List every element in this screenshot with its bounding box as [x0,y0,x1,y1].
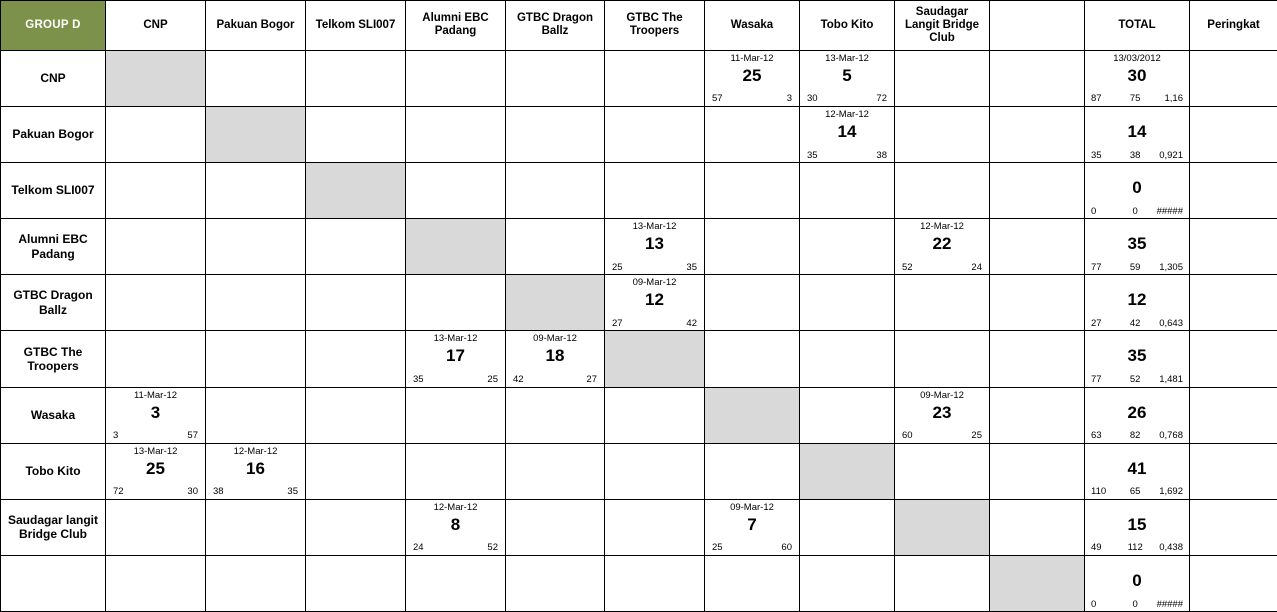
total-date: 13/03/2012 [1113,52,1161,64]
empty-cell[interactable] [895,443,990,499]
total-vp: 15 [1127,514,1147,534]
match-date: 11-Mar-12 [730,52,774,64]
match-imp-right: 24 [971,261,982,273]
empty-cell[interactable] [990,275,1085,331]
total-imp-for: 87 [1091,93,1102,105]
total-ratio: 1,481 [1159,374,1183,386]
row-label-7: Wasaka [1,387,106,443]
match-imp-left: 60 [902,430,913,442]
empty-cell[interactable] [406,387,506,443]
table-row [1,50,1277,106]
empty-cell[interactable] [895,106,990,162]
total-ratio: 1,692 [1159,486,1183,498]
column-header-7: Wasaka [705,1,800,51]
match-vp: 25 [146,458,165,478]
empty-cell[interactable] [506,106,605,162]
match-result-cell[interactable] [106,387,206,443]
total-ratio: 1,16 [1164,93,1183,105]
empty-cell[interactable] [800,555,895,611]
match-imp-left: 3 [113,430,119,442]
total-imp-against: 82 [1129,430,1141,442]
empty-cell[interactable] [506,387,605,443]
table-row [1,499,1277,555]
total-imp-against: 42 [1129,317,1141,329]
total-imp-for: 77 [1091,374,1102,386]
empty-cell[interactable] [990,499,1085,555]
match-imp-left: 25 [612,261,623,273]
match-vp: 22 [932,234,952,254]
total-imp-against: 65 [1129,486,1141,498]
total-cell [1085,443,1190,499]
match-vp: 25 [742,65,762,85]
column-header-8: Tobo Kito [800,1,895,51]
blocked-diagonal-cell [705,387,800,443]
match-vp: 7 [747,514,757,534]
table-row [1,106,1277,162]
total-imp-for: 0 [1091,205,1097,217]
total-imp-against: 75 [1129,93,1141,105]
rank-cell[interactable] [1190,163,1277,219]
total-vp: 35 [1127,234,1147,254]
match-vp: 17 [446,346,465,366]
empty-cell[interactable] [306,106,406,162]
total-date [1085,278,1189,290]
empty-cell[interactable] [605,106,705,162]
total-imp-for: 49 [1091,542,1102,554]
match-imp-right: 52 [487,542,498,554]
match-imp-left: 24 [413,542,424,554]
empty-cell[interactable] [306,499,406,555]
match-date: 09-Mar-12 [920,389,964,401]
empty-cell[interactable] [406,275,506,331]
match-vp: 13 [645,234,664,254]
empty-cell[interactable] [506,499,605,555]
row-label-6: GTBC The Troopers [1,331,106,387]
empty-cell[interactable] [106,555,206,611]
match-result-cell[interactable] [895,387,990,443]
match-date: 12-Mar-12 [433,501,478,513]
total-vp: 0 [1132,178,1142,198]
match-vp: 16 [246,458,265,478]
empty-cell[interactable] [705,219,800,275]
empty-cell[interactable] [990,50,1085,106]
empty-cell[interactable] [605,50,705,106]
match-date: 13-Mar-12 [825,52,869,64]
rank-cell[interactable] [1190,331,1277,387]
row-label-10 [1,555,106,611]
match-result-cell[interactable] [506,331,605,387]
empty-cell[interactable] [705,106,800,162]
match-imp-right: 3 [786,93,792,105]
empty-cell[interactable] [800,275,895,331]
match-imp-right: 42 [686,317,697,329]
empty-cell[interactable] [800,387,895,443]
blocked-diagonal-cell [106,50,206,106]
empty-cell[interactable] [206,387,306,443]
column-header-total: TOTAL [1085,1,1190,51]
empty-cell[interactable] [705,275,800,331]
empty-cell[interactable] [106,499,206,555]
match-vp: 8 [450,514,461,534]
match-vp: 12 [645,290,664,310]
match-imp-left: 42 [513,374,524,386]
match-vp: 3 [150,402,161,422]
match-vp: 23 [932,402,952,422]
match-date: 13-Mar-12 [133,445,178,457]
total-ratio: 0,921 [1159,149,1183,161]
empty-cell[interactable] [895,331,990,387]
match-result-cell[interactable] [406,331,506,387]
empty-cell[interactable] [306,275,406,331]
empty-cell[interactable] [506,219,605,275]
match-date: 09-Mar-12 [730,501,774,513]
total-date [1085,110,1189,122]
rank-cell[interactable] [1190,387,1277,443]
blocked-diagonal-cell [990,555,1085,611]
match-imp-left: 35 [807,149,818,161]
match-imp-right: 60 [781,542,792,554]
column-header-10 [990,1,1085,51]
total-date [1085,559,1189,571]
empty-cell[interactable] [306,555,406,611]
empty-cell[interactable] [990,387,1085,443]
match-imp-left: 35 [413,374,424,386]
total-imp-for: 0 [1091,598,1097,610]
empty-cell[interactable] [990,106,1085,162]
table-header-row [1,1,1277,51]
total-vp: 26 [1127,402,1147,422]
total-cell [1085,106,1190,162]
empty-cell[interactable] [605,387,705,443]
blocked-diagonal-cell [406,219,506,275]
empty-cell[interactable] [800,499,895,555]
empty-cell[interactable] [990,331,1085,387]
total-imp-for: 35 [1091,149,1102,161]
match-imp-left: 25 [712,542,723,554]
group-title-cell: GROUP D [1,1,106,51]
blocked-diagonal-cell [206,106,306,162]
match-imp-right: 27 [586,374,597,386]
total-imp-against: 0 [1132,205,1138,217]
match-imp-right: 25 [971,430,982,442]
match-imp-right: 57 [187,430,198,442]
table-row [1,387,1277,443]
empty-cell[interactable] [895,163,990,219]
match-imp-right: 38 [876,149,887,161]
empty-cell[interactable] [895,275,990,331]
row-label-3: Telkom SLI007 [1,163,106,219]
match-imp-left: 38 [213,486,224,498]
total-ratio: ##### [1156,205,1183,217]
column-header-4: Alumni EBC Padang [406,1,506,51]
table-row [1,331,1277,387]
total-ratio: 0,643 [1159,317,1183,329]
row-label-8: Tobo Kito [1,443,106,499]
empty-cell[interactable] [206,499,306,555]
match-result-cell[interactable] [705,50,800,106]
total-date [1085,222,1189,234]
total-imp-against: 112 [1127,542,1143,554]
blocked-diagonal-cell [306,163,406,219]
match-date: 09-Mar-12 [533,333,577,345]
blocked-diagonal-cell [800,443,895,499]
empty-cell[interactable] [705,555,800,611]
empty-cell[interactable] [605,443,705,499]
empty-cell[interactable] [406,163,506,219]
column-header-1: CNP [106,1,206,51]
total-cell [1085,219,1190,275]
match-result-cell[interactable] [206,443,306,499]
match-imp-left: 27 [612,317,623,329]
empty-cell[interactable] [406,443,506,499]
total-date [1085,391,1189,403]
match-imp-right: 25 [487,374,498,386]
total-vp: 41 [1127,458,1147,478]
total-cell [1085,555,1190,611]
total-date [1085,334,1189,346]
rank-cell[interactable] [1190,106,1277,162]
empty-cell[interactable] [106,219,206,275]
empty-cell[interactable] [206,275,306,331]
row-label-4: Alumni EBC Padang [1,219,106,275]
total-ratio: ##### [1156,598,1183,610]
rank-cell[interactable] [1190,219,1277,275]
column-header-rank: Peringkat [1190,1,1277,51]
empty-cell[interactable] [406,106,506,162]
column-header-5: GTBC Dragon Ballz [506,1,605,51]
empty-cell[interactable] [605,555,705,611]
match-imp-right: 35 [686,261,697,273]
match-vp: 14 [837,121,857,141]
empty-cell[interactable] [990,219,1085,275]
total-date [1085,166,1189,178]
blocked-diagonal-cell [605,331,705,387]
rank-cell[interactable] [1190,499,1277,555]
empty-cell[interactable] [206,50,306,106]
empty-cell[interactable] [306,219,406,275]
total-cell [1085,50,1190,106]
total-imp-against: 52 [1129,374,1141,386]
total-ratio: 1,305 [1159,261,1183,273]
empty-cell[interactable] [106,275,206,331]
empty-cell[interactable] [106,163,206,219]
empty-cell[interactable] [206,331,306,387]
empty-cell[interactable] [705,331,800,387]
total-imp-for: 27 [1091,317,1102,329]
empty-cell[interactable] [506,555,605,611]
total-date [1085,447,1189,459]
empty-cell[interactable] [705,443,800,499]
match-date: 09-Mar-12 [632,277,677,289]
empty-cell[interactable] [990,163,1085,219]
total-imp-for: 110 [1091,486,1107,498]
rank-cell[interactable] [1190,555,1277,611]
match-imp-left: 30 [807,93,818,105]
empty-cell[interactable] [605,163,705,219]
match-imp-right: 35 [287,486,298,498]
table-row [1,443,1277,499]
row-label-9: Saudagar langit Bridge Club [1,499,106,555]
match-date: 13-Mar-12 [433,333,478,345]
total-imp-for: 77 [1091,261,1102,273]
empty-cell[interactable] [605,499,705,555]
empty-cell[interactable] [506,50,605,106]
rank-cell[interactable] [1190,275,1277,331]
empty-cell[interactable] [506,443,605,499]
total-vp: 0 [1132,570,1142,590]
match-result-cell[interactable] [605,275,705,331]
match-result-cell[interactable] [800,50,895,106]
empty-cell[interactable] [306,443,406,499]
rank-cell[interactable] [1190,50,1277,106]
empty-cell[interactable] [506,163,605,219]
empty-cell[interactable] [705,163,800,219]
match-result-cell[interactable] [800,106,895,162]
column-header-6: GTBC The Troopers [605,1,705,51]
column-header-3: Telkom SLI007 [306,1,406,51]
empty-cell[interactable] [800,331,895,387]
match-date: 11-Mar-12 [133,389,178,401]
empty-cell[interactable] [306,331,406,387]
total-date [1085,503,1189,515]
table-row [1,219,1277,275]
empty-cell[interactable] [406,555,506,611]
match-result-cell[interactable] [895,219,990,275]
total-imp-against: 59 [1129,261,1141,273]
total-imp-against: 38 [1129,149,1141,161]
rank-cell[interactable] [1190,443,1277,499]
empty-cell[interactable] [106,331,206,387]
total-ratio: 0,768 [1159,430,1183,442]
total-ratio: 0,438 [1159,542,1183,554]
match-vp: 18 [545,346,565,366]
total-vp: 30 [1127,65,1147,85]
total-vp: 14 [1127,121,1147,141]
match-result-cell[interactable] [605,219,705,275]
empty-cell[interactable] [800,163,895,219]
empty-cell[interactable] [990,443,1085,499]
match-result-cell[interactable] [705,499,800,555]
column-header-2: Pakuan Bogor [206,1,306,51]
empty-cell[interactable] [800,219,895,275]
match-date: 12-Mar-12 [825,108,869,120]
total-cell [1085,499,1190,555]
row-label-1: CNP [1,50,106,106]
empty-cell[interactable] [106,106,206,162]
match-date: 13-Mar-12 [632,221,677,233]
match-imp-left: 72 [113,486,124,498]
column-header-9: Saudagar Langit Bridge Club [895,1,990,51]
empty-cell[interactable] [206,219,306,275]
table-row [1,275,1277,331]
total-vp: 12 [1127,290,1147,310]
match-result-cell[interactable] [106,443,206,499]
total-cell [1085,387,1190,443]
total-cell [1085,163,1190,219]
empty-cell[interactable] [306,50,406,106]
match-imp-right: 72 [876,93,887,105]
match-vp: 5 [842,65,852,85]
match-date: 12-Mar-12 [233,445,278,457]
empty-cell[interactable] [406,50,506,106]
empty-cell[interactable] [206,163,306,219]
empty-cell[interactable] [306,387,406,443]
total-imp-for: 63 [1091,430,1102,442]
empty-cell[interactable] [895,50,990,106]
table-row [1,163,1277,219]
match-date: 12-Mar-12 [920,221,964,233]
row-label-5: GTBC Dragon Ballz [1,275,106,331]
match-imp-left: 52 [902,261,913,273]
empty-cell[interactable] [895,555,990,611]
match-result-cell[interactable] [406,499,506,555]
total-cell [1085,331,1190,387]
match-imp-left: 57 [712,93,723,105]
empty-cell[interactable] [206,555,306,611]
row-label-2: Pakuan Bogor [1,106,106,162]
total-cell [1085,275,1190,331]
blocked-diagonal-cell [506,275,605,331]
total-vp: 35 [1127,346,1147,366]
total-imp-against: 0 [1132,598,1138,610]
table-row [1,555,1277,611]
match-imp-right: 30 [187,486,198,498]
blocked-diagonal-cell [895,499,990,555]
